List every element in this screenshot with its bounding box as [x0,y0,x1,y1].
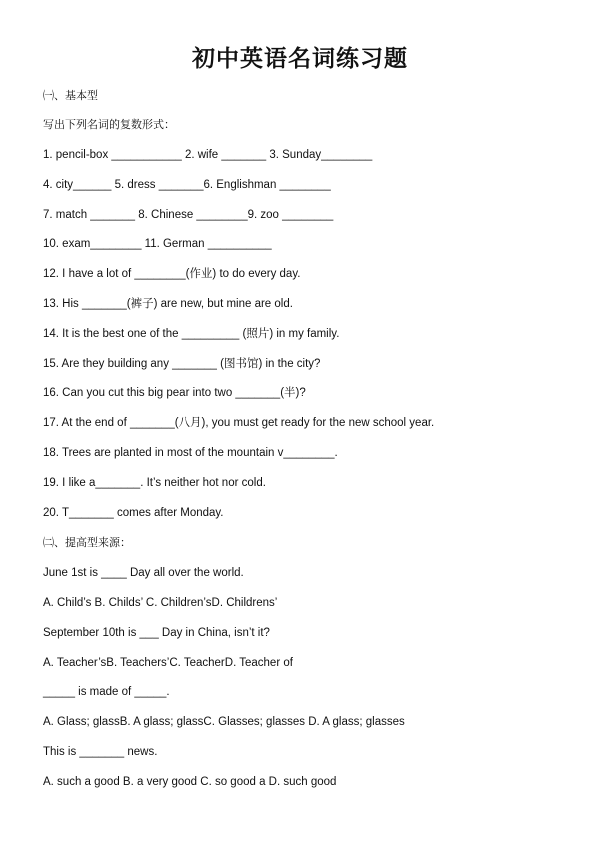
question-line: _____ is made of _____. [43,686,170,698]
question-line: 17. At the end of _______(八月), you must get ready for the new school year. [43,417,435,429]
question-line: September 10th is ___ Day in China, isn’t it? [43,627,270,639]
options-line: A. Child’s B. Childs’ C. Children’sD. Childrens’ [43,597,278,609]
question-line: 13. His _______(裤子) are new, but mine are old. [43,298,293,310]
question-line: 14. It is the best one of the _________ (照片) in my family. [43,328,340,340]
question-line: 18. Trees are planted in most of the mountain v________. [43,447,338,459]
options-line: A. such a good B. a very good C. so good a D. such good [43,776,337,788]
question-line: 12. I have a lot of ________(作业) to do every day. [43,268,301,280]
question-line: 4. city______ 5. dress _______6. Englishman ________ [43,179,331,191]
options-line: A. Glass; glassB. A glass; glassC. Glasses; glasses D. A glass; glasses [43,716,405,728]
page-title: 初中英语名词练习题 [192,45,408,72]
question-line: 7. match _______ 8. Chinese ________9. zoo ________ [43,209,334,221]
question-line: 1. pencil-box ___________ 2. wife _______ 3. Sunday________ [43,149,373,161]
question-line: 19. I like a_______. It’s neither hot nor cold. [43,477,266,489]
instruction-text: 写出下列名词的复数形式： [43,118,175,131]
section-heading-basic: ㈠、基本型 [43,89,98,102]
question-line: 20. T_______ comes after Monday. [43,507,224,519]
question-line: 16. Can you cut this big pear into two _______(半)? [43,387,306,399]
question-line: June 1st is ____ Day all over the world. [43,567,244,579]
options-line: A. Teacher’sB. Teachers’C. TeacherD. Teacher of [43,657,293,669]
question-line: This is _______ news. [43,746,158,758]
question-line: 10. exam________ 11. German __________ [43,238,272,250]
question-line: 15. Are they building any _______ (图书馆) in the city? [43,358,321,370]
section-heading-advanced: ㈡、提高型来源： [43,536,131,549]
